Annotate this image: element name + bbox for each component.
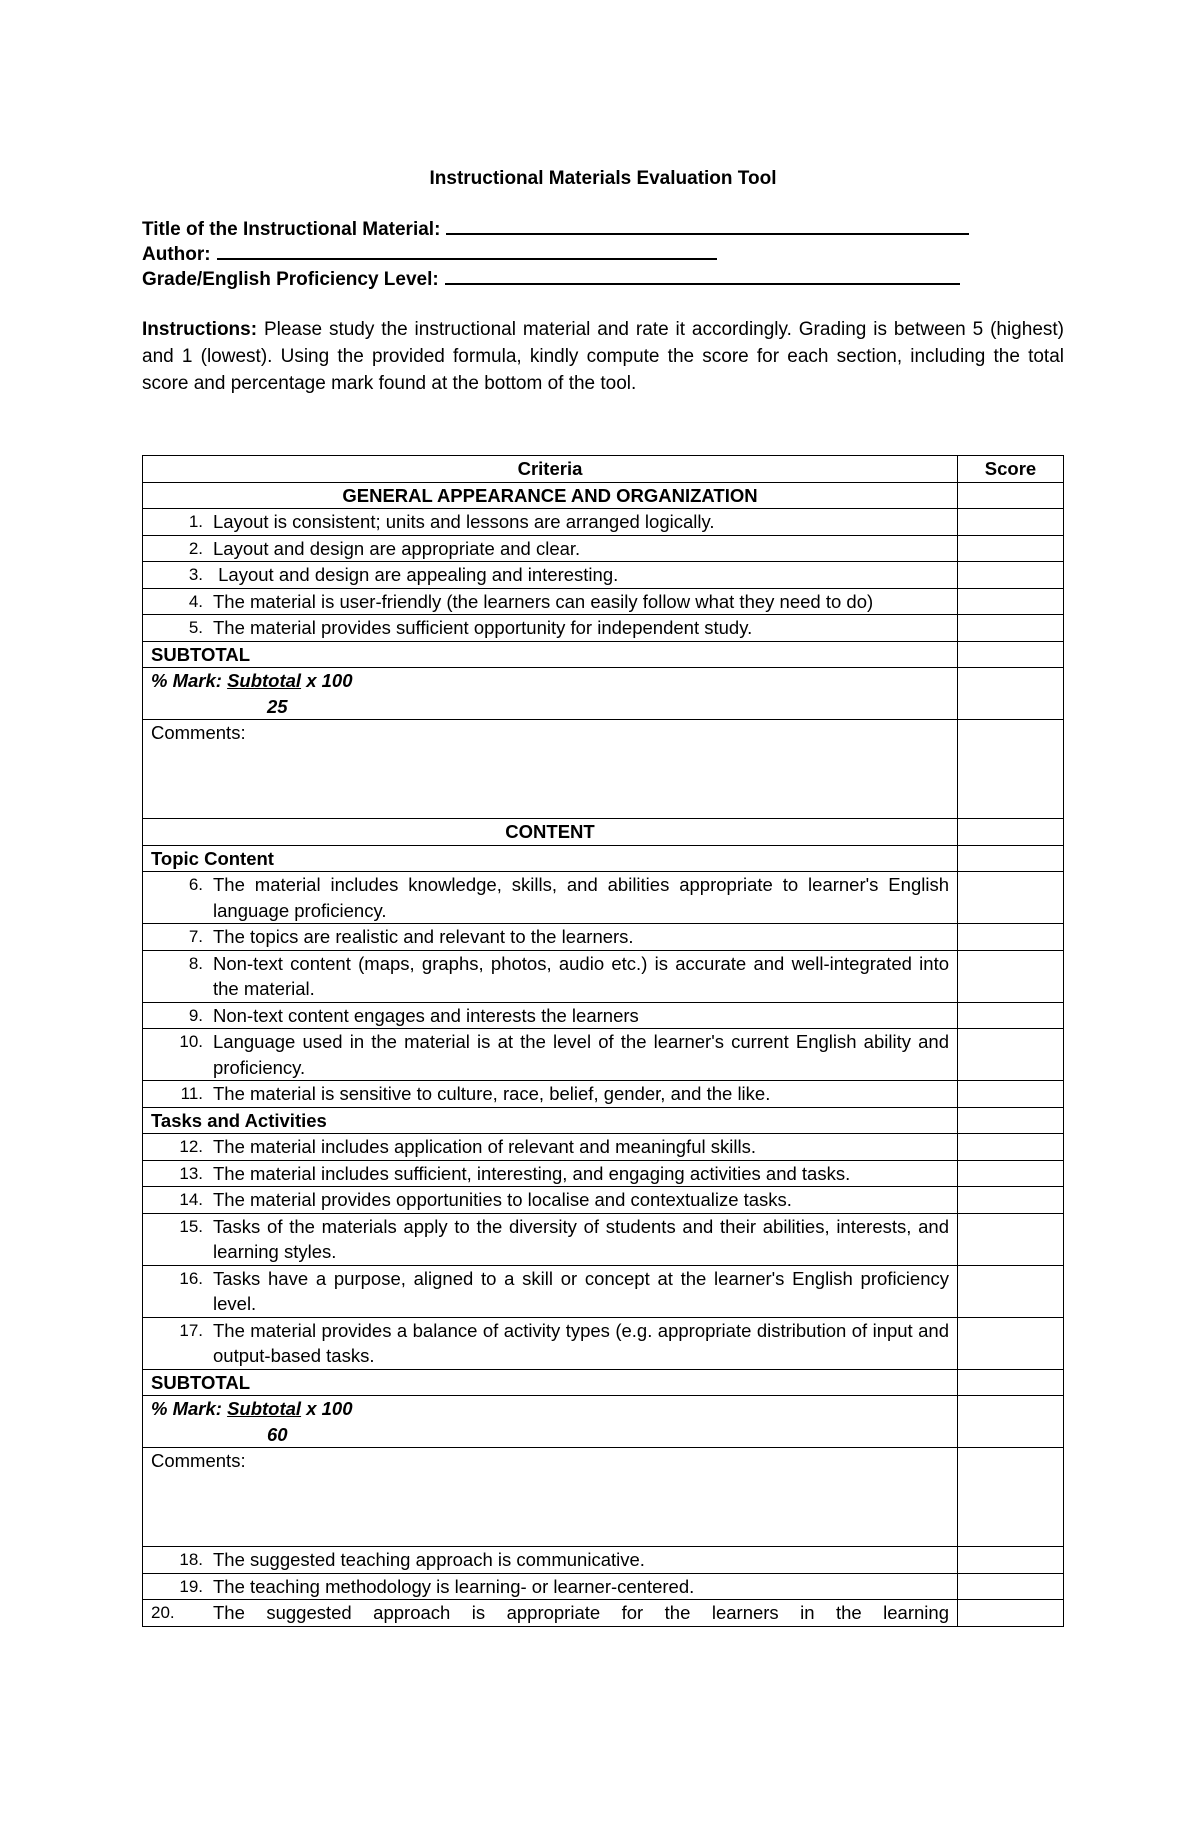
section-heading-row — [143, 819, 1064, 846]
evaluation-table — [142, 455, 1064, 1627]
comments-cell[interactable] — [143, 720, 958, 819]
mark-denominator: 25 — [267, 695, 288, 717]
item-text: The material is user-friendly (the learners can easily follow what they need to do) — [213, 590, 874, 612]
score-cell[interactable] — [958, 1160, 1064, 1187]
table-row — [143, 588, 1064, 615]
item-text: The material provides a balance of activity types (e.g. appropriate distribution of input and output-based tasks. — [213, 1319, 949, 1366]
subsection-title-topic-content: Topic Content — [143, 845, 958, 872]
score-cell[interactable] — [958, 588, 1064, 615]
item-text: The material includes knowledge, skills, and abilities appropriate to learner's English language proficiency. — [213, 874, 949, 921]
item-text: The suggested approach is appropriate for the learners in the learning — [213, 1602, 949, 1623]
score-cell[interactable] — [958, 924, 1064, 951]
item-text: The material provides opportunities to localise and contextualize tasks. — [213, 1189, 792, 1210]
table-row — [143, 1317, 1064, 1369]
table-row — [143, 509, 1064, 536]
score-cell[interactable] — [958, 1573, 1064, 1600]
table-row — [143, 1265, 1064, 1317]
item-number: 14. — [179, 1190, 203, 1209]
instructions-text: Please study the instructional material and rate it accordingly. Grading is between 5 (highest) and 1 (lowest). Using the provided formula, kindly compute the score for each section, including the total score and percentage mark found at the bottom of the tool. — [142, 319, 1064, 394]
table-row — [143, 1600, 1064, 1627]
document-title: Instructional Materials Evaluation Tool — [429, 168, 777, 189]
score-cell[interactable] — [958, 1600, 1064, 1627]
criteria-cell — [143, 1317, 958, 1369]
score-cell[interactable] — [958, 819, 1064, 846]
comments-row — [143, 720, 1064, 819]
section-title-content: CONTENT — [143, 819, 958, 846]
grade-field-blank[interactable] — [445, 267, 960, 285]
mark-score-cell[interactable] — [958, 1396, 1064, 1448]
mark-suffix: x 100 — [301, 1398, 353, 1419]
criteria-cell — [143, 872, 958, 924]
score-cell[interactable] — [958, 562, 1064, 589]
table-row — [143, 1213, 1064, 1265]
criteria-cell — [143, 1600, 958, 1627]
score-cell[interactable] — [958, 1029, 1064, 1081]
mark-suffix: x 100 — [301, 670, 353, 691]
comments-row — [143, 1448, 1064, 1547]
criteria-cell — [143, 615, 958, 642]
item-number: 8. — [188, 953, 203, 973]
mark-row — [143, 668, 1064, 720]
item-number: 10. — [179, 1032, 203, 1051]
title-field-label: Title of the Instructional Material: — [142, 219, 441, 240]
item-number: 6. — [188, 875, 203, 894]
score-cell[interactable] — [958, 1265, 1064, 1317]
item-text: Layout is consistent; units and lessons are arranged logically. — [213, 511, 715, 532]
criteria-cell — [143, 1265, 958, 1317]
item-text: Tasks have a purpose, aligned to a skill or concept at the learner's English proficiency level. — [213, 1267, 949, 1314]
item-number: 13. — [179, 1163, 203, 1183]
criteria-cell — [143, 1029, 958, 1081]
item-text: Layout and design are appropriate and clear. — [213, 537, 581, 559]
mark-row — [143, 1396, 1064, 1448]
subtotal-label: SUBTOTAL — [143, 641, 958, 668]
table-row — [143, 1573, 1064, 1600]
table-row — [143, 950, 1064, 1002]
score-cell[interactable] — [958, 720, 1064, 819]
score-cell[interactable] — [958, 509, 1064, 536]
mark-prefix: % Mark: — [151, 670, 228, 691]
author-field-label: Author: — [142, 244, 211, 265]
mark-formula — [143, 1396, 958, 1448]
comments-label: Comments: — [151, 722, 246, 743]
table-row — [143, 1134, 1064, 1161]
item-text: Non-text content engages and interests the learners — [213, 1004, 639, 1026]
instructions-paragraph — [142, 316, 1064, 397]
criteria-cell — [143, 1213, 958, 1265]
item-number: 2. — [188, 538, 203, 558]
criteria-cell — [143, 1160, 958, 1187]
score-cell[interactable] — [958, 1187, 1064, 1214]
comments-cell[interactable] — [143, 1448, 958, 1547]
score-header: Score — [958, 456, 1064, 483]
item-text: The material provides sufficient opportunity for independent study. — [213, 617, 753, 638]
score-cell[interactable] — [958, 1081, 1064, 1108]
item-number: 5. — [188, 618, 203, 637]
criteria-cell — [143, 1573, 958, 1600]
table-row — [143, 1081, 1064, 1108]
score-cell[interactable] — [958, 1213, 1064, 1265]
item-number: 20. — [151, 1603, 175, 1622]
subsection-heading-row — [143, 1107, 1064, 1134]
subtotal-label: SUBTOTAL — [143, 1369, 958, 1396]
mark-prefix: % Mark: — [151, 1398, 228, 1419]
criteria-cell — [143, 1081, 958, 1108]
item-text: The material includes application of relevant and meaningful skills. — [213, 1136, 756, 1157]
table-row — [143, 562, 1064, 589]
score-cell[interactable] — [958, 845, 1064, 872]
score-cell[interactable] — [958, 1107, 1064, 1134]
table-row — [143, 615, 1064, 642]
score-cell[interactable] — [958, 535, 1064, 562]
table-row — [143, 1029, 1064, 1081]
table-row — [143, 924, 1064, 951]
grade-field — [142, 267, 960, 291]
mark-numerator: Subtotal — [227, 670, 302, 691]
item-number: 19. — [179, 1576, 203, 1596]
criteria-cell — [143, 1547, 958, 1574]
mark-denominator: 60 — [267, 1423, 288, 1445]
item-number: 7. — [188, 927, 203, 946]
item-number: 1. — [188, 512, 203, 531]
table-row — [143, 1002, 1064, 1029]
criteria-cell — [143, 950, 958, 1002]
comments-label: Comments: — [151, 1450, 246, 1471]
mark-score-cell[interactable] — [958, 668, 1064, 720]
item-text: Tasks of the materials apply to the diversity of students and their abilities, interests, and learning styles. — [213, 1215, 949, 1262]
item-text: The topics are realistic and relevant to the learners. — [213, 926, 634, 947]
score-cell[interactable] — [958, 1317, 1064, 1369]
subtotal-score-cell[interactable] — [958, 641, 1064, 668]
criteria-cell — [143, 562, 958, 589]
item-number: 17. — [179, 1320, 203, 1340]
subsection-heading-row — [143, 845, 1064, 872]
mark-formula — [143, 668, 958, 720]
instructions-label: Instructions: — [142, 319, 258, 340]
score-cell[interactable] — [958, 615, 1064, 642]
author-field — [142, 242, 717, 266]
item-number: 18. — [179, 1550, 203, 1569]
criteria-cell — [143, 588, 958, 615]
score-cell[interactable] — [958, 950, 1064, 1002]
title-field — [142, 217, 969, 241]
item-text: The material includes sufficient, interesting, and engaging activities and tasks. — [213, 1162, 851, 1184]
item-number: 9. — [188, 1005, 203, 1025]
item-number: 4. — [188, 591, 203, 611]
score-cell[interactable] — [958, 1002, 1064, 1029]
criteria-cell — [143, 1187, 958, 1214]
table-row — [143, 1160, 1064, 1187]
score-cell[interactable] — [958, 872, 1064, 924]
title-field-blank[interactable] — [446, 217, 969, 235]
criteria-cell — [143, 509, 958, 536]
mark-numerator: Subtotal — [227, 1398, 302, 1419]
item-text: Layout and design are appealing and interesting. — [213, 564, 619, 585]
item-text: The teaching methodology is learning- or learner-centered. — [213, 1575, 695, 1597]
table-row — [143, 535, 1064, 562]
table-row — [143, 1547, 1064, 1574]
subtotal-row — [143, 1369, 1064, 1396]
item-text: Language used in the material is at the level of the learner's current English ability and proficiency. — [213, 1031, 949, 1078]
item-number: 3. — [188, 565, 203, 584]
section-heading-row — [143, 482, 1064, 509]
criteria-cell — [143, 1002, 958, 1029]
subtotal-row — [143, 641, 1064, 668]
item-number: 12. — [179, 1137, 203, 1156]
table-row — [143, 1187, 1064, 1214]
item-number: 11. — [180, 1084, 203, 1103]
item-text: The material is sensitive to culture, race, belief, gender, and the like. — [213, 1083, 771, 1104]
item-number: 15. — [179, 1216, 203, 1236]
criteria-cell — [143, 535, 958, 562]
author-field-blank[interactable] — [217, 242, 717, 260]
item-text: The suggested teaching approach is communicative. — [213, 1549, 645, 1570]
item-text: Non-text content (maps, graphs, photos, audio etc.) is accurate and well-integrated into the material. — [213, 952, 949, 999]
criteria-header: Criteria — [143, 456, 958, 483]
criteria-cell — [143, 1134, 958, 1161]
subtotal-score-cell[interactable] — [958, 1369, 1064, 1396]
item-number: 16. — [179, 1268, 203, 1288]
criteria-cell — [143, 924, 958, 951]
section-title-general-appearance: GENERAL APPEARANCE AND ORGANIZATION — [143, 482, 958, 509]
score-cell[interactable] — [958, 1448, 1064, 1547]
subsection-title-tasks-activities: Tasks and Activities — [143, 1107, 958, 1134]
grade-field-label: Grade/English Proficiency Level: — [142, 269, 439, 290]
table-row — [143, 872, 1064, 924]
score-cell[interactable] — [958, 482, 1064, 509]
score-cell[interactable] — [958, 1547, 1064, 1574]
table-header-row — [143, 456, 1064, 483]
score-cell[interactable] — [958, 1134, 1064, 1161]
